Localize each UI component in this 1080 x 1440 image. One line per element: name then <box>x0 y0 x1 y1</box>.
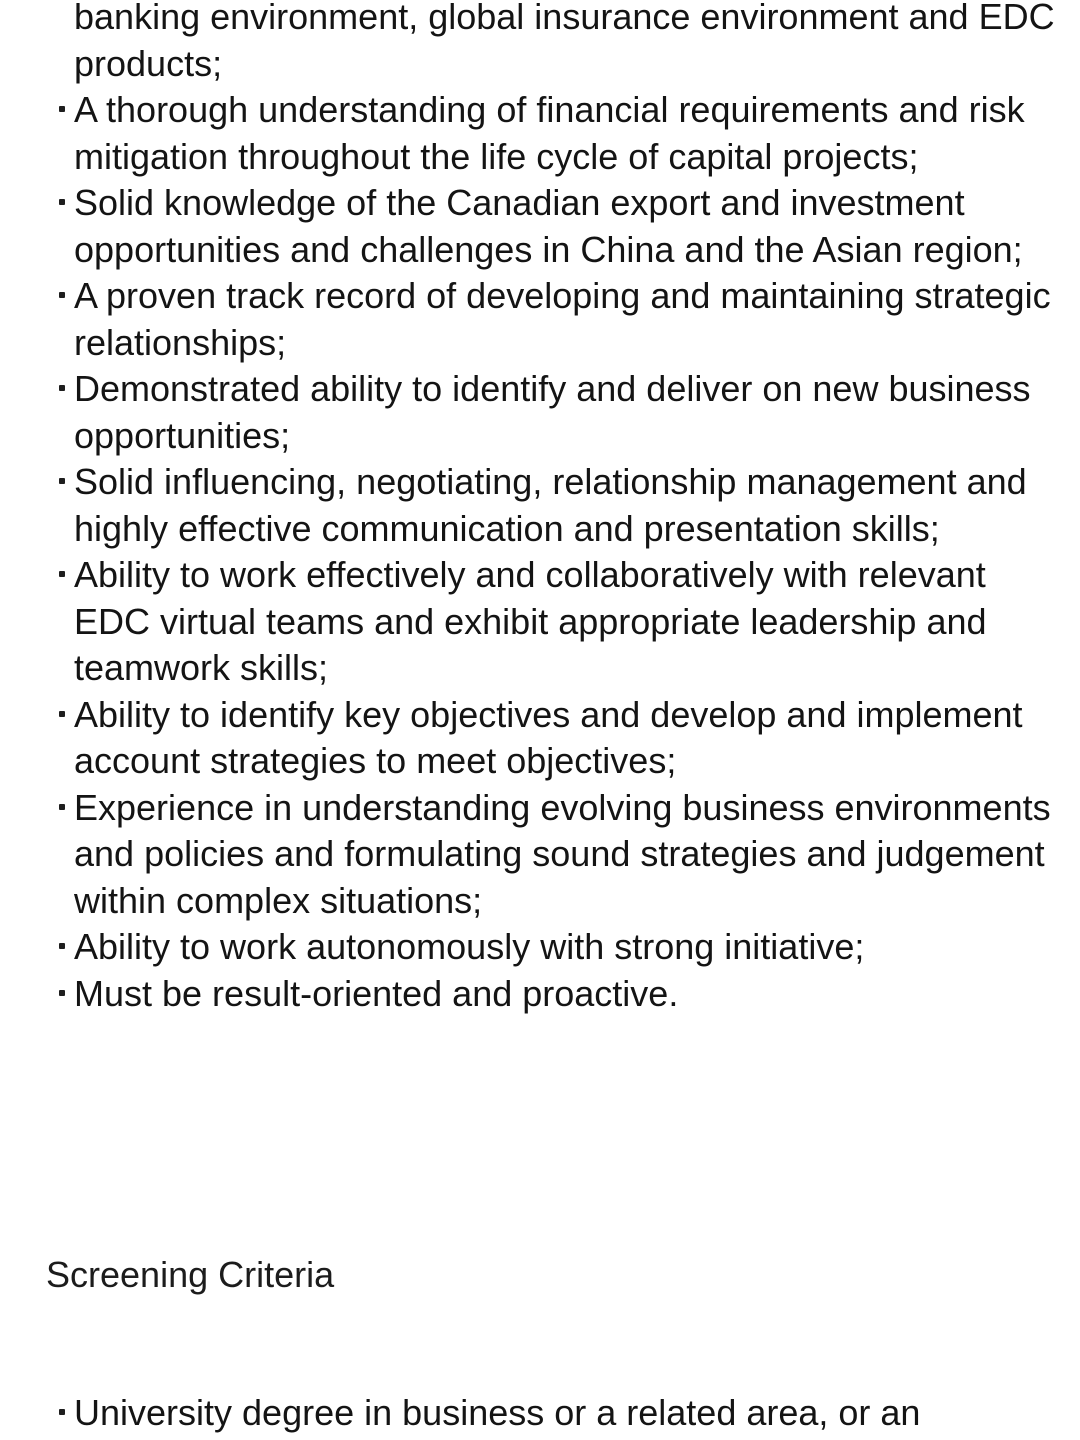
list-item <box>74 273 1064 366</box>
list-item-text: Solid influencing, negotiating, relationship management and highly effective communication and presentation skills; <box>74 461 1027 549</box>
list-item <box>74 180 1064 273</box>
bullet-icon <box>59 106 65 112</box>
list-item <box>74 459 1064 552</box>
screening-criteria-list <box>74 1390 1064 1437</box>
list-item <box>74 785 1064 925</box>
list-item-text: Ability to work effectively and collaboratively with relevant EDC virtual teams and exhibit appropriate leadership and teamwork skills; <box>74 554 987 688</box>
list-item <box>74 552 1064 692</box>
bullet-icon <box>59 711 65 717</box>
list-item-text: Demonstrated ability to identify and deliver on new business opportunities; <box>74 368 1031 456</box>
bullet-icon <box>59 1409 65 1415</box>
list-item <box>74 366 1064 459</box>
list-item <box>74 971 1064 1018</box>
list-item-text: Must be result-oriented and proactive. <box>74 972 679 1014</box>
bullet-icon <box>59 385 65 391</box>
list-item <box>74 1390 1064 1437</box>
list-item-text: Experience in understanding evolving business environments and policies and formulating sound strategies and judgement within complex situations; <box>74 786 1051 921</box>
bullet-icon <box>59 571 65 577</box>
list-item-text: A thorough understanding of financial requirements and risk mitigation throughout the life cycle of capital projects; <box>74 89 1025 177</box>
qualifications-list <box>74 87 1064 1017</box>
continuation-text: banking environment, global insurance environment and EDC products; <box>74 0 1055 84</box>
list-item <box>74 924 1064 971</box>
list-item-text: Ability to identify key objectives and develop and implement account strategies to meet objectives; <box>74 693 1023 781</box>
list-item-text: Solid knowledge of the Canadian export and investment opportunities and challenges in China and the Asian region; <box>74 182 1023 270</box>
section-heading: Screening Criteria <box>46 1254 335 1295</box>
bullet-icon <box>59 990 65 996</box>
bullet-icon <box>59 199 65 205</box>
list-item-text: A proven track record of developing and maintaining strategic relationships; <box>74 275 1051 363</box>
list-item <box>74 692 1064 785</box>
list-item-text: University degree in business or a related area, or an <box>74 1392 921 1433</box>
bullet-icon <box>59 292 65 298</box>
bullet-icon <box>59 804 65 810</box>
bullet-icon <box>59 478 65 484</box>
list-item <box>74 87 1064 180</box>
bullet-icon <box>59 943 65 949</box>
list-item-text: Ability to work autonomously with strong initiative; <box>74 926 865 967</box>
